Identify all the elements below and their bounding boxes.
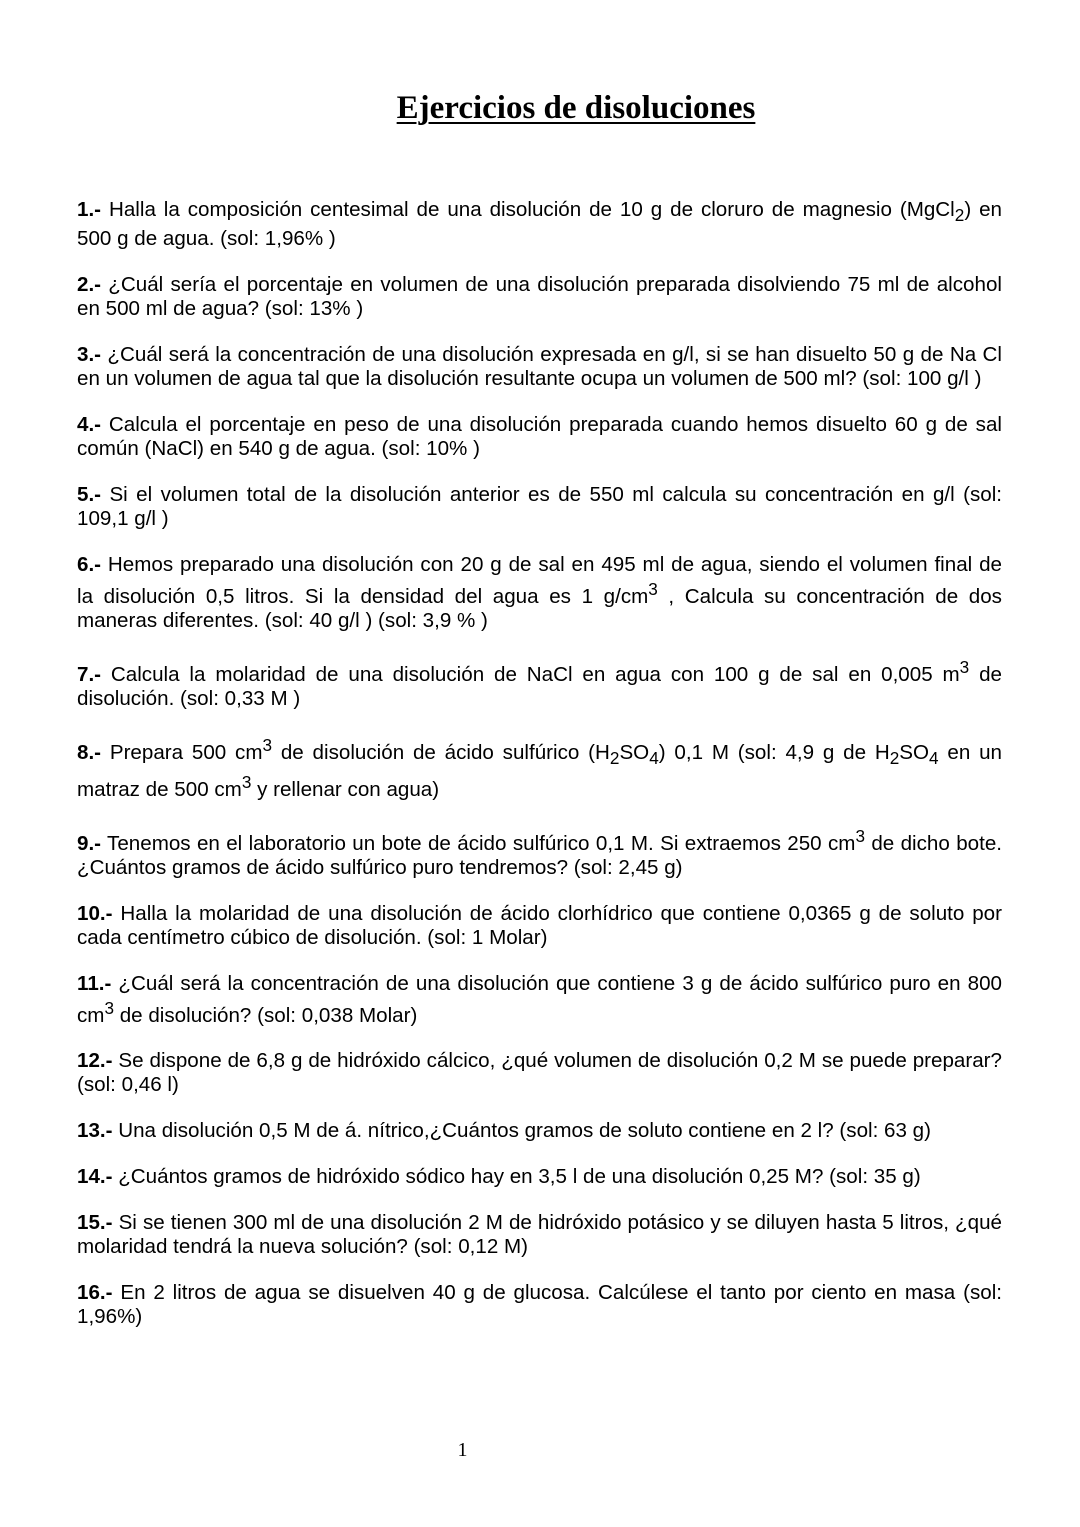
page-number: 1: [457, 1439, 468, 1461]
exercise-number: 14.-: [77, 1165, 113, 1189]
exercise-14: 14.- ¿Cuántos gramos de hidróxido sódico hay en 3,5 l de una disolución 0,25 M? (sol: 35 g): [77, 1165, 921, 1189]
exercise-number: 12.-: [77, 1049, 113, 1073]
exercise-number: 6.-: [77, 553, 102, 577]
exercise-number: 4.-: [77, 413, 102, 437]
exercise-3: 3.- ¿Cuál será la concentración de una disolución expresada en g/l, si se han disuelto 50 g de Na Cl en un volumen de agua tal que la disolución resultante ocupa un volumen de 500 ml? (sol: 100 g/l ): [77, 343, 1002, 391]
exercise-16: 16.- En 2 litros de agua se disuelven 40 g de glucosa. Calcúlese el tanto por ciento en masa (sol: 1,96%): [77, 1281, 1002, 1329]
exercise-12: 12.- Se dispone de 6,8 g de hidróxido cálcico, ¿qué volumen de disolución 0,2 M se puede preparar? (sol: 0,46 l): [77, 1049, 1002, 1097]
page-title: Ejercicios de disoluciones: [396, 90, 756, 126]
exercise-8: 8.- Prepara 500 $cm^3$ de disolución de ácido sulfúrico $(H_2SO_4)$ 0,1 M (sol: 4,9 g de $H_2SO_4$ en un matraz de 500 $cm^3$ y rellenar con agua): [77, 734, 1002, 801]
exercise-11: 11.- ¿Cuál será la concentración de una disolución que contiene 3 g de ácido sulfúrico puro en 800 $cm^3$ de disolución? (sol: 0,038 Molar): [77, 971, 1002, 1027]
exercise-5: 5.- Si el volumen total de la disolución anterior es de 550 ml calcula su concentración en g/l (sol: 109,1 g/l ): [77, 483, 1002, 531]
exercise-number: 2.-: [77, 273, 102, 297]
exercise-number: 15.-: [77, 1211, 113, 1235]
exercise-number: 8.-: [77, 740, 102, 764]
exercise-number: 1.-: [77, 198, 102, 221]
exercise-number: 13.-: [77, 1119, 113, 1143]
exercise-15: 15.- Si se tienen 300 ml de una disolución 2 M de hidróxido potásico y se diluyen hasta 5 litros, ¿qué molaridad tendrá la nueva solución? (sol: 0,12 M): [77, 1211, 1002, 1259]
exercise-number: 9.-: [77, 831, 102, 855]
exercise-number: 7.-: [77, 662, 102, 686]
exercise-2: 2.- ¿Cuál sería el porcentaje en volumen de una disolución preparada disolviendo 75 ml de alcohol en 500 ml de agua? (sol: 13% ): [77, 273, 1002, 321]
exercise-number: 10.-: [77, 901, 113, 925]
exercise-9: 9.- Tenemos en el laboratorio un bote de ácido sulfúrico 0,1 M. Si extraemos 250 $cm^3$ de dicho bote. ¿Cuántos gramos de ácido sulfúrico puro tendremos? (sol: 2,45 g): [77, 825, 1002, 879]
exercise-4: 4.- Calcula el porcentaje en peso de una disolución preparada cuando hemos disuelto 60 g de sal común (NaCl) en 540 g de agua. (sol: 10% ): [77, 413, 1002, 461]
exercise-number: 16.-: [77, 1281, 113, 1305]
exercise-7: 7.- Calcula la molaridad de una disolución de NaCl en agua con 100 g de sal en 0,005 $m^3$ de disolución. (sol: 0,33 M ): [77, 656, 1002, 710]
exercise-number: 3.-: [77, 343, 102, 367]
exercise-list: [77, 198, 1002, 1351]
exercise-13: 13.- Una disolución 0,5 M de á. nítrico,¿Cuántos gramos de soluto contiene en 2 l? (sol: 63 g): [77, 1119, 931, 1143]
exercise-10: 10.- Halla la molaridad de una disolución de ácido clorhídrico que contiene 0,0365 g de soluto por cada centímetro cúbico de disolución. (sol: 1 Molar): [77, 901, 1002, 949]
exercise-6: 6.- Hemos preparado una disolución con 20 g de sal en 495 ml de agua, siendo el volumen final de la disolución 0,5 litros. Si la densidad del agua es 1 $g/cm^3$ , Calcula su concentración de dos maneras diferentes. (sol: 40 g/l ) (sol: 3,9 % ): [77, 553, 1002, 632]
exercise-number: 5.-: [77, 483, 102, 507]
exercise-1: 1.- Halla la composición centesimal de una disolución de 10 g de cloruro de magnesio (MgCl$_2$) en 500 g de agua. (sol: 1,96% ): [77, 198, 1002, 251]
exercise-number: 11.-: [77, 971, 112, 995]
